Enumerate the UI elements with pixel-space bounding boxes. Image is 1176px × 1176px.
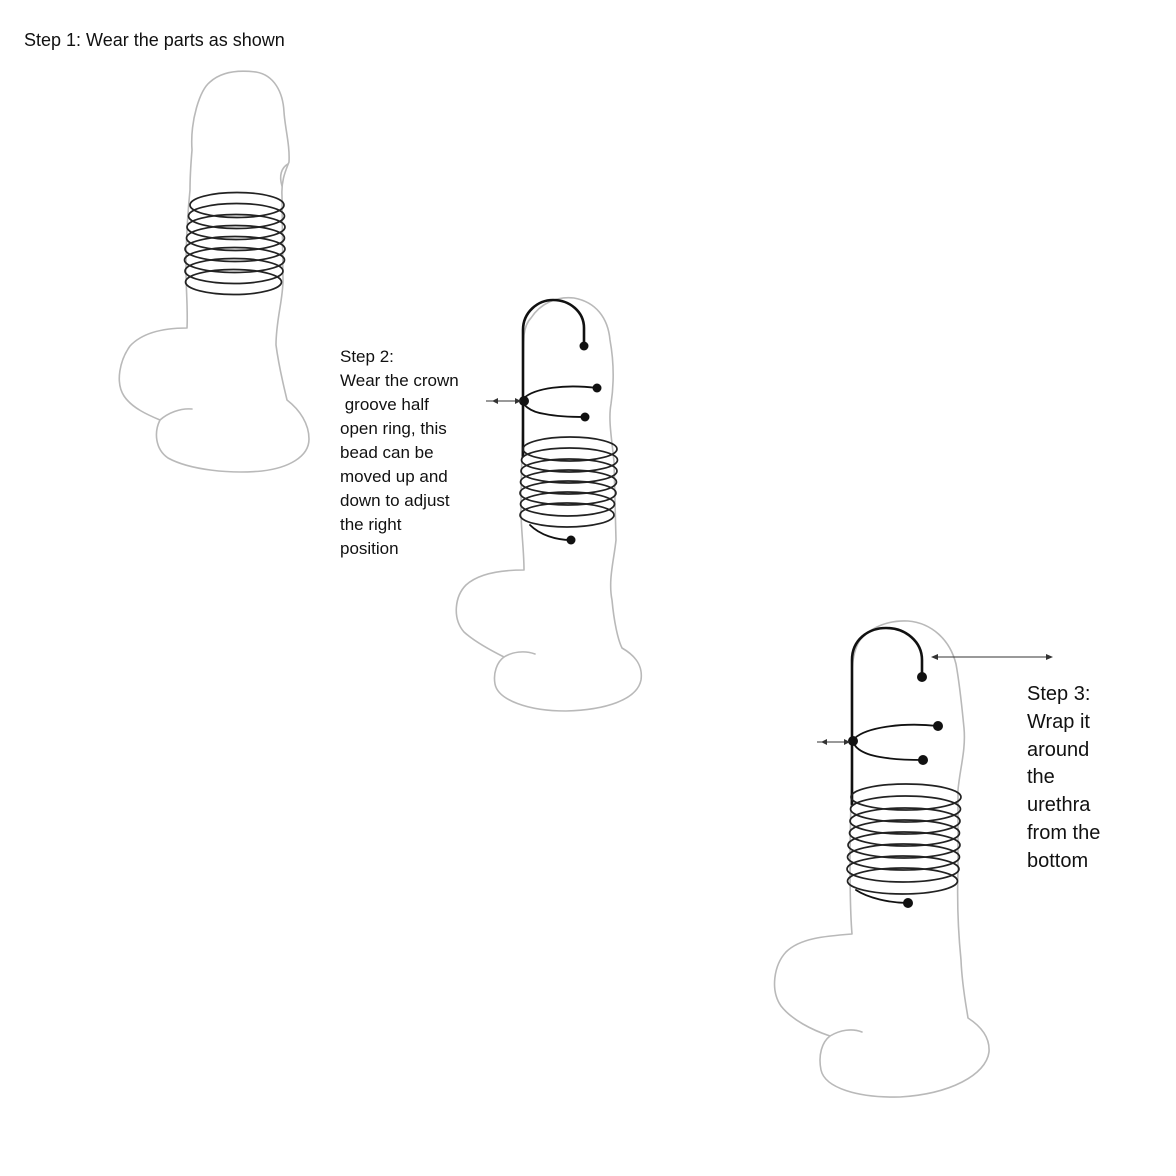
- step-2-figure: [456, 298, 641, 711]
- ring: [848, 868, 958, 894]
- step-1-scrotum-line: [160, 409, 192, 420]
- step-3-adjustable-bead: [848, 736, 858, 746]
- step-3-scrotum-line: [830, 1030, 862, 1036]
- ring: [848, 844, 960, 870]
- step-2-scrotum-line: [504, 652, 535, 657]
- step-2-groove-half-ring: [523, 386, 597, 417]
- ring: [520, 481, 616, 505]
- step-3-lower-bead: [918, 755, 928, 765]
- ring: [522, 448, 618, 472]
- step-2-wire-end-bead: [580, 342, 589, 351]
- step-3-line: Step 3:: [1027, 683, 1091, 705]
- ring: [523, 437, 617, 461]
- step-3-line: bottom: [1027, 849, 1089, 872]
- step-1-figure: [119, 71, 309, 472]
- step-3-crown-wire: [852, 628, 922, 804]
- step-2-line: open ring, this: [340, 419, 447, 438]
- step-2-line: Wear the crown: [340, 371, 459, 390]
- step-3-line: from the: [1027, 821, 1101, 844]
- step-3-ring-coil: [847, 784, 961, 894]
- ring: [520, 503, 614, 527]
- step-3-wire-end-bead: [917, 672, 927, 682]
- step-2-line: position: [340, 539, 399, 558]
- ring: [848, 832, 960, 858]
- step-2-line: bead can be: [340, 443, 434, 462]
- step-3-left-pointer-arrowhead: [821, 739, 827, 745]
- ring: [850, 808, 960, 834]
- step-3-line: urethra: [1027, 794, 1091, 817]
- step-2-line: groove half: [340, 395, 429, 414]
- step-3-line: around: [1027, 738, 1090, 761]
- step-2-line: the right: [340, 515, 402, 534]
- ring: [847, 856, 959, 882]
- step-2-line: moved up and: [340, 467, 448, 486]
- step-3-body-outline: [775, 621, 990, 1097]
- ring: [521, 470, 617, 494]
- ring: [851, 784, 961, 810]
- step-2-pointer-arrowhead: [492, 398, 498, 404]
- step-1-line: Step 1: Wear the parts as shown: [24, 30, 285, 50]
- step-3-line: the: [1027, 766, 1055, 789]
- step-3-line: Wrap it: [1027, 710, 1090, 733]
- ring: [521, 459, 617, 483]
- step-2-line: Step 2:: [340, 347, 394, 366]
- step-3-upper-bead: [933, 721, 943, 731]
- step-2-coil-end-bead: [567, 536, 576, 545]
- step-3-pointer-arrowhead: [931, 654, 938, 660]
- ring: [850, 820, 960, 846]
- step-3-pointer-arrowhead: [1046, 654, 1053, 660]
- step-3-coil-end-bead: [903, 898, 913, 908]
- step-3-figure: [775, 621, 1053, 1097]
- step-1-ring-coil: [185, 193, 286, 295]
- step-2-upper-bead: [593, 384, 602, 393]
- step-3-groove-half-ring: [854, 725, 938, 760]
- step-2-line: down to adjust: [340, 491, 450, 510]
- ring: [521, 492, 615, 516]
- step-3-coil-tail: [856, 890, 908, 903]
- step-2-lower-bead: [581, 413, 590, 422]
- ring: [851, 796, 961, 822]
- step-2-crown-wire: [523, 300, 584, 456]
- step-2-ring-coil: [520, 437, 618, 527]
